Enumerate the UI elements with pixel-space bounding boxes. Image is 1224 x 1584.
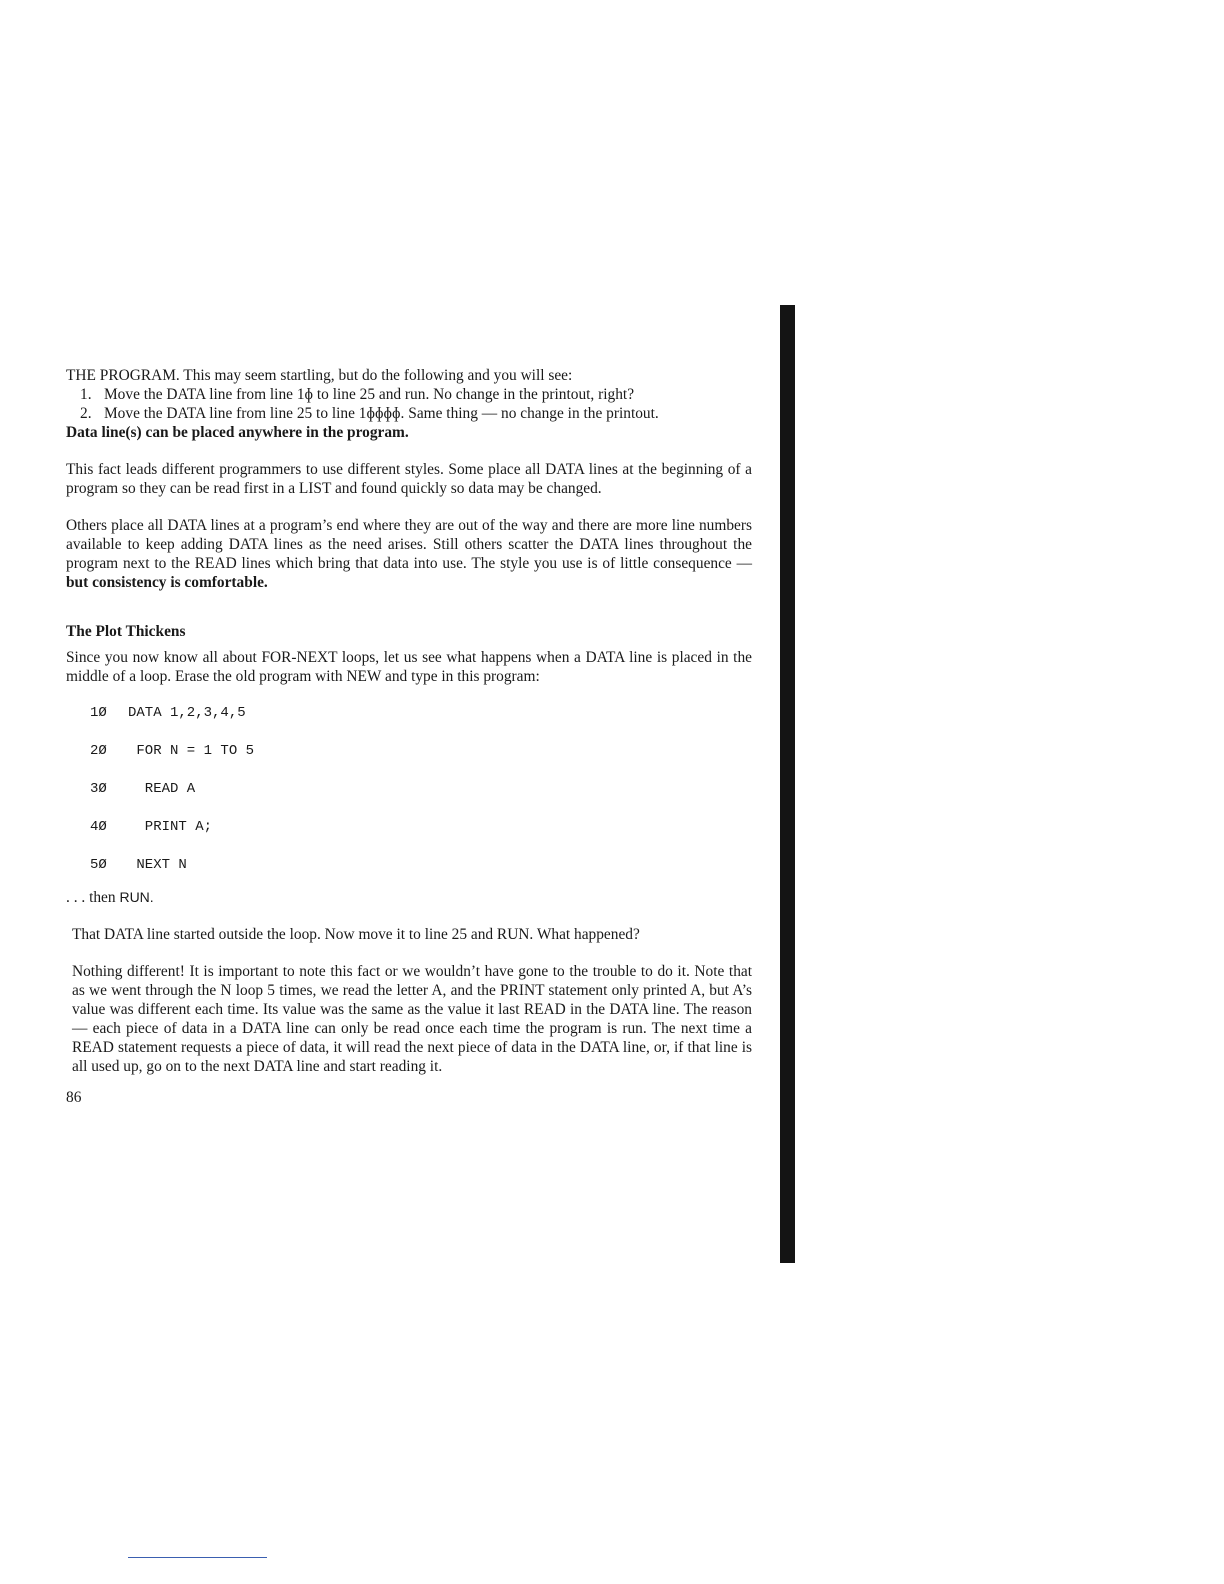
list-item — [66, 385, 752, 404]
step-text: Move the DATA line from line 1ɸ to line 25 and run. No change in the printout, right? — [104, 386, 635, 403]
code-line-number: 3Ø — [90, 781, 107, 797]
code-line — [90, 704, 752, 742]
page-body — [66, 366, 752, 1107]
bottom-rule — [128, 1557, 267, 1558]
paragraph-others-text: Others place all DATA lines at a program’s end where they are out of the way and there are more line numbers available to keep adding DATA lines as the need arises. Still others scatter the DATA lines throughout the program next to the READ lines which bring that data into use. The style you use is of little consequence — — [66, 517, 752, 572]
code-listing — [90, 704, 752, 894]
steps-list — [66, 385, 752, 423]
paragraph-plot: Since you now know all about FOR-NEXT loops, let us see what happens when a DATA line is placed in the middle of a loop. Erase the old program with NEW and type in this program: — [66, 649, 752, 685]
paragraph-others — [66, 516, 752, 592]
paragraph-others-emphasis: but consistency is comfortable. — [66, 574, 268, 591]
section-heading: The Plot Thickens — [66, 623, 186, 640]
code-line-number: 2Ø — [90, 743, 107, 759]
code-line — [90, 818, 752, 856]
code-line-number: 1Ø — [90, 705, 107, 721]
code-line-text: READ A — [128, 781, 196, 797]
paragraph-moved: That DATA line started outside the loop. Now move it to line 25 and RUN. What happened? — [72, 926, 640, 943]
step-number: 1. — [80, 386, 92, 403]
code-line — [90, 742, 752, 780]
code-line-text: PRINT A; — [128, 819, 213, 835]
code-line-number: 5Ø — [90, 857, 107, 873]
code-line-text: NEXT N — [128, 857, 187, 873]
intro-text: THE PROGRAM. This may seem startling, but do the following and you will see: — [66, 367, 573, 384]
step-number: 2. — [80, 405, 92, 422]
margin-bar — [780, 305, 795, 1263]
page-number: 86 — [66, 1089, 82, 1106]
then-text: . . . then — [66, 889, 116, 906]
paragraph-nothing: Nothing different! It is important to note this fact or we wouldn’t have gone to the trouble to do it. Note that as we went through the N loop 5 times, we read the letter A, and the PRINT statement only printed A, but A’s value was different each time. Its value was the same as the value it last READ in the DATA line. The reason — each piece of data in a DATA line can only be read once each time the program is run. The next time a READ statement requests a piece of data, it will read the next piece of data in the DATA line, or, if that line is all used up, go on to the next DATA line and start reading it. — [72, 963, 752, 1075]
then-run-line — [66, 888, 752, 907]
run-command: RUN. — [119, 889, 154, 905]
paragraph-styles: This fact leads different programmers to use different styles. Some place all DATA lines at the beginning of a program so they can be read first in a LIST and found quickly so data may be changed. — [66, 461, 752, 497]
code-line — [90, 780, 752, 818]
code-line-text: DATA 1,2,3,4,5 — [128, 705, 246, 721]
rule-statement: Data line(s) can be placed anywhere in the program. — [66, 424, 409, 441]
code-line-number: 4Ø — [90, 819, 107, 835]
code-line-text: FOR N = 1 TO 5 — [128, 743, 255, 759]
list-item — [66, 404, 752, 423]
step-text: Move the DATA line from line 25 to line 1ɸɸɸɸ. Same thing — no change in the printout. — [104, 405, 659, 422]
